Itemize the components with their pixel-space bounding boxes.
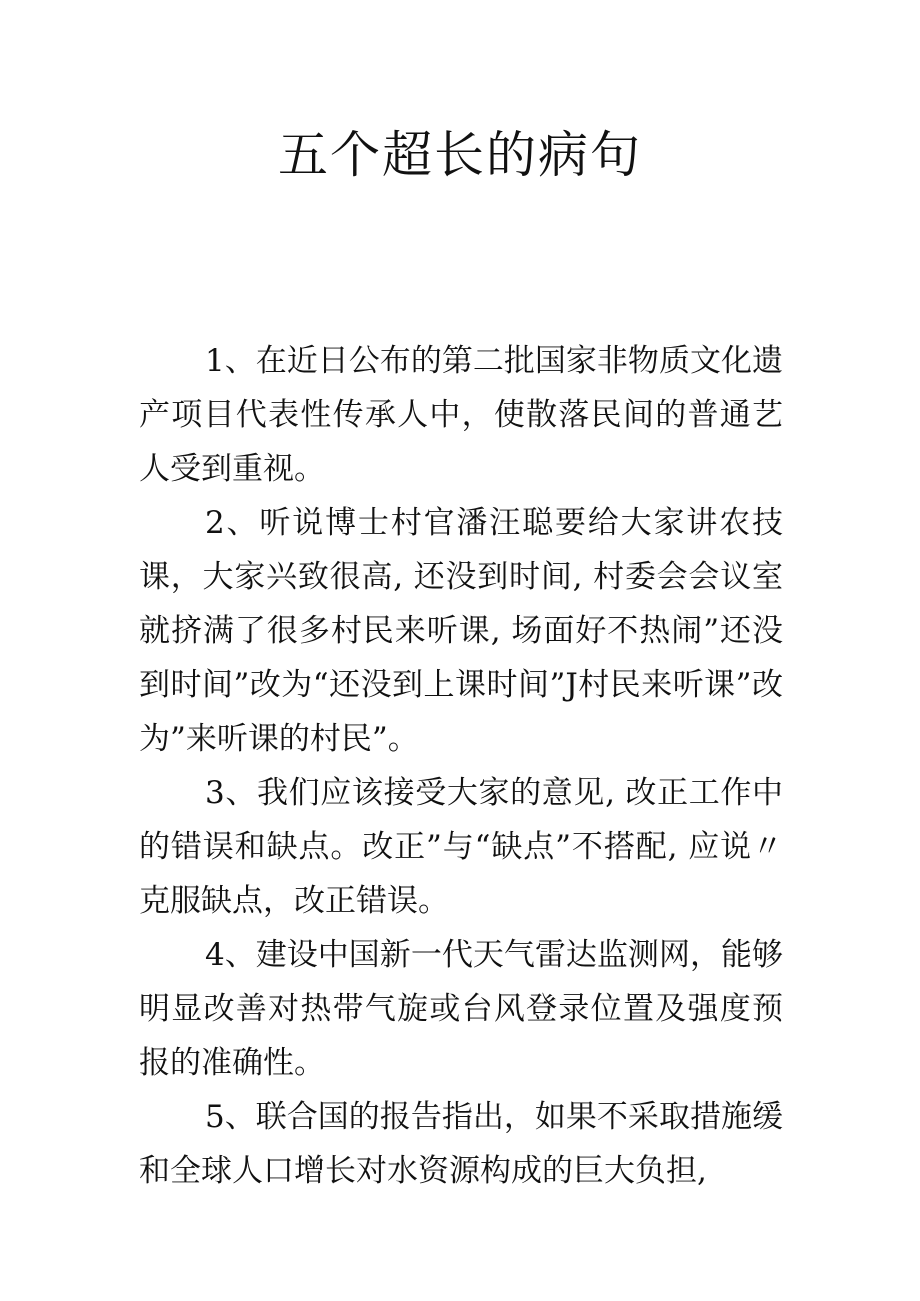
paragraph-3: 3、我们应该接受大家的意见, 改正工作中的错误和缺点。改正”与“缺点”不搭配, 应说〃克服缺点，改正错误。 (139, 775, 783, 919)
document-body (139, 334, 783, 1198)
paragraph-5: 5、联合国的报告指出，如果不采取措施缓和全球人口增长对水资源构成的巨大负担, (139, 1099, 783, 1189)
paragraph-4: 4、建设中国新一代天气雷达监测网，能够明显改善对热带气旋或台风登录位置及强度预报的准确性。 (139, 937, 783, 1081)
paragraph-1: 1、在近日公布的第二批国家非物质文化遗产项目代表性传承人中，使散落民间的普通艺人受到重视。 (139, 343, 783, 487)
paragraph-2: 2、听说博士村官潘汪聪要给大家讲农技课，大家兴致很高, 还没到时间, 村委会会议室就挤满了很多村民来听课, 场面好不热闹”还没到时间”改为“还没到上课时间”J村民来听课”改为”来听课的村民”。 (139, 505, 783, 757)
document-title: 五个超长的病句 (278, 126, 642, 184)
